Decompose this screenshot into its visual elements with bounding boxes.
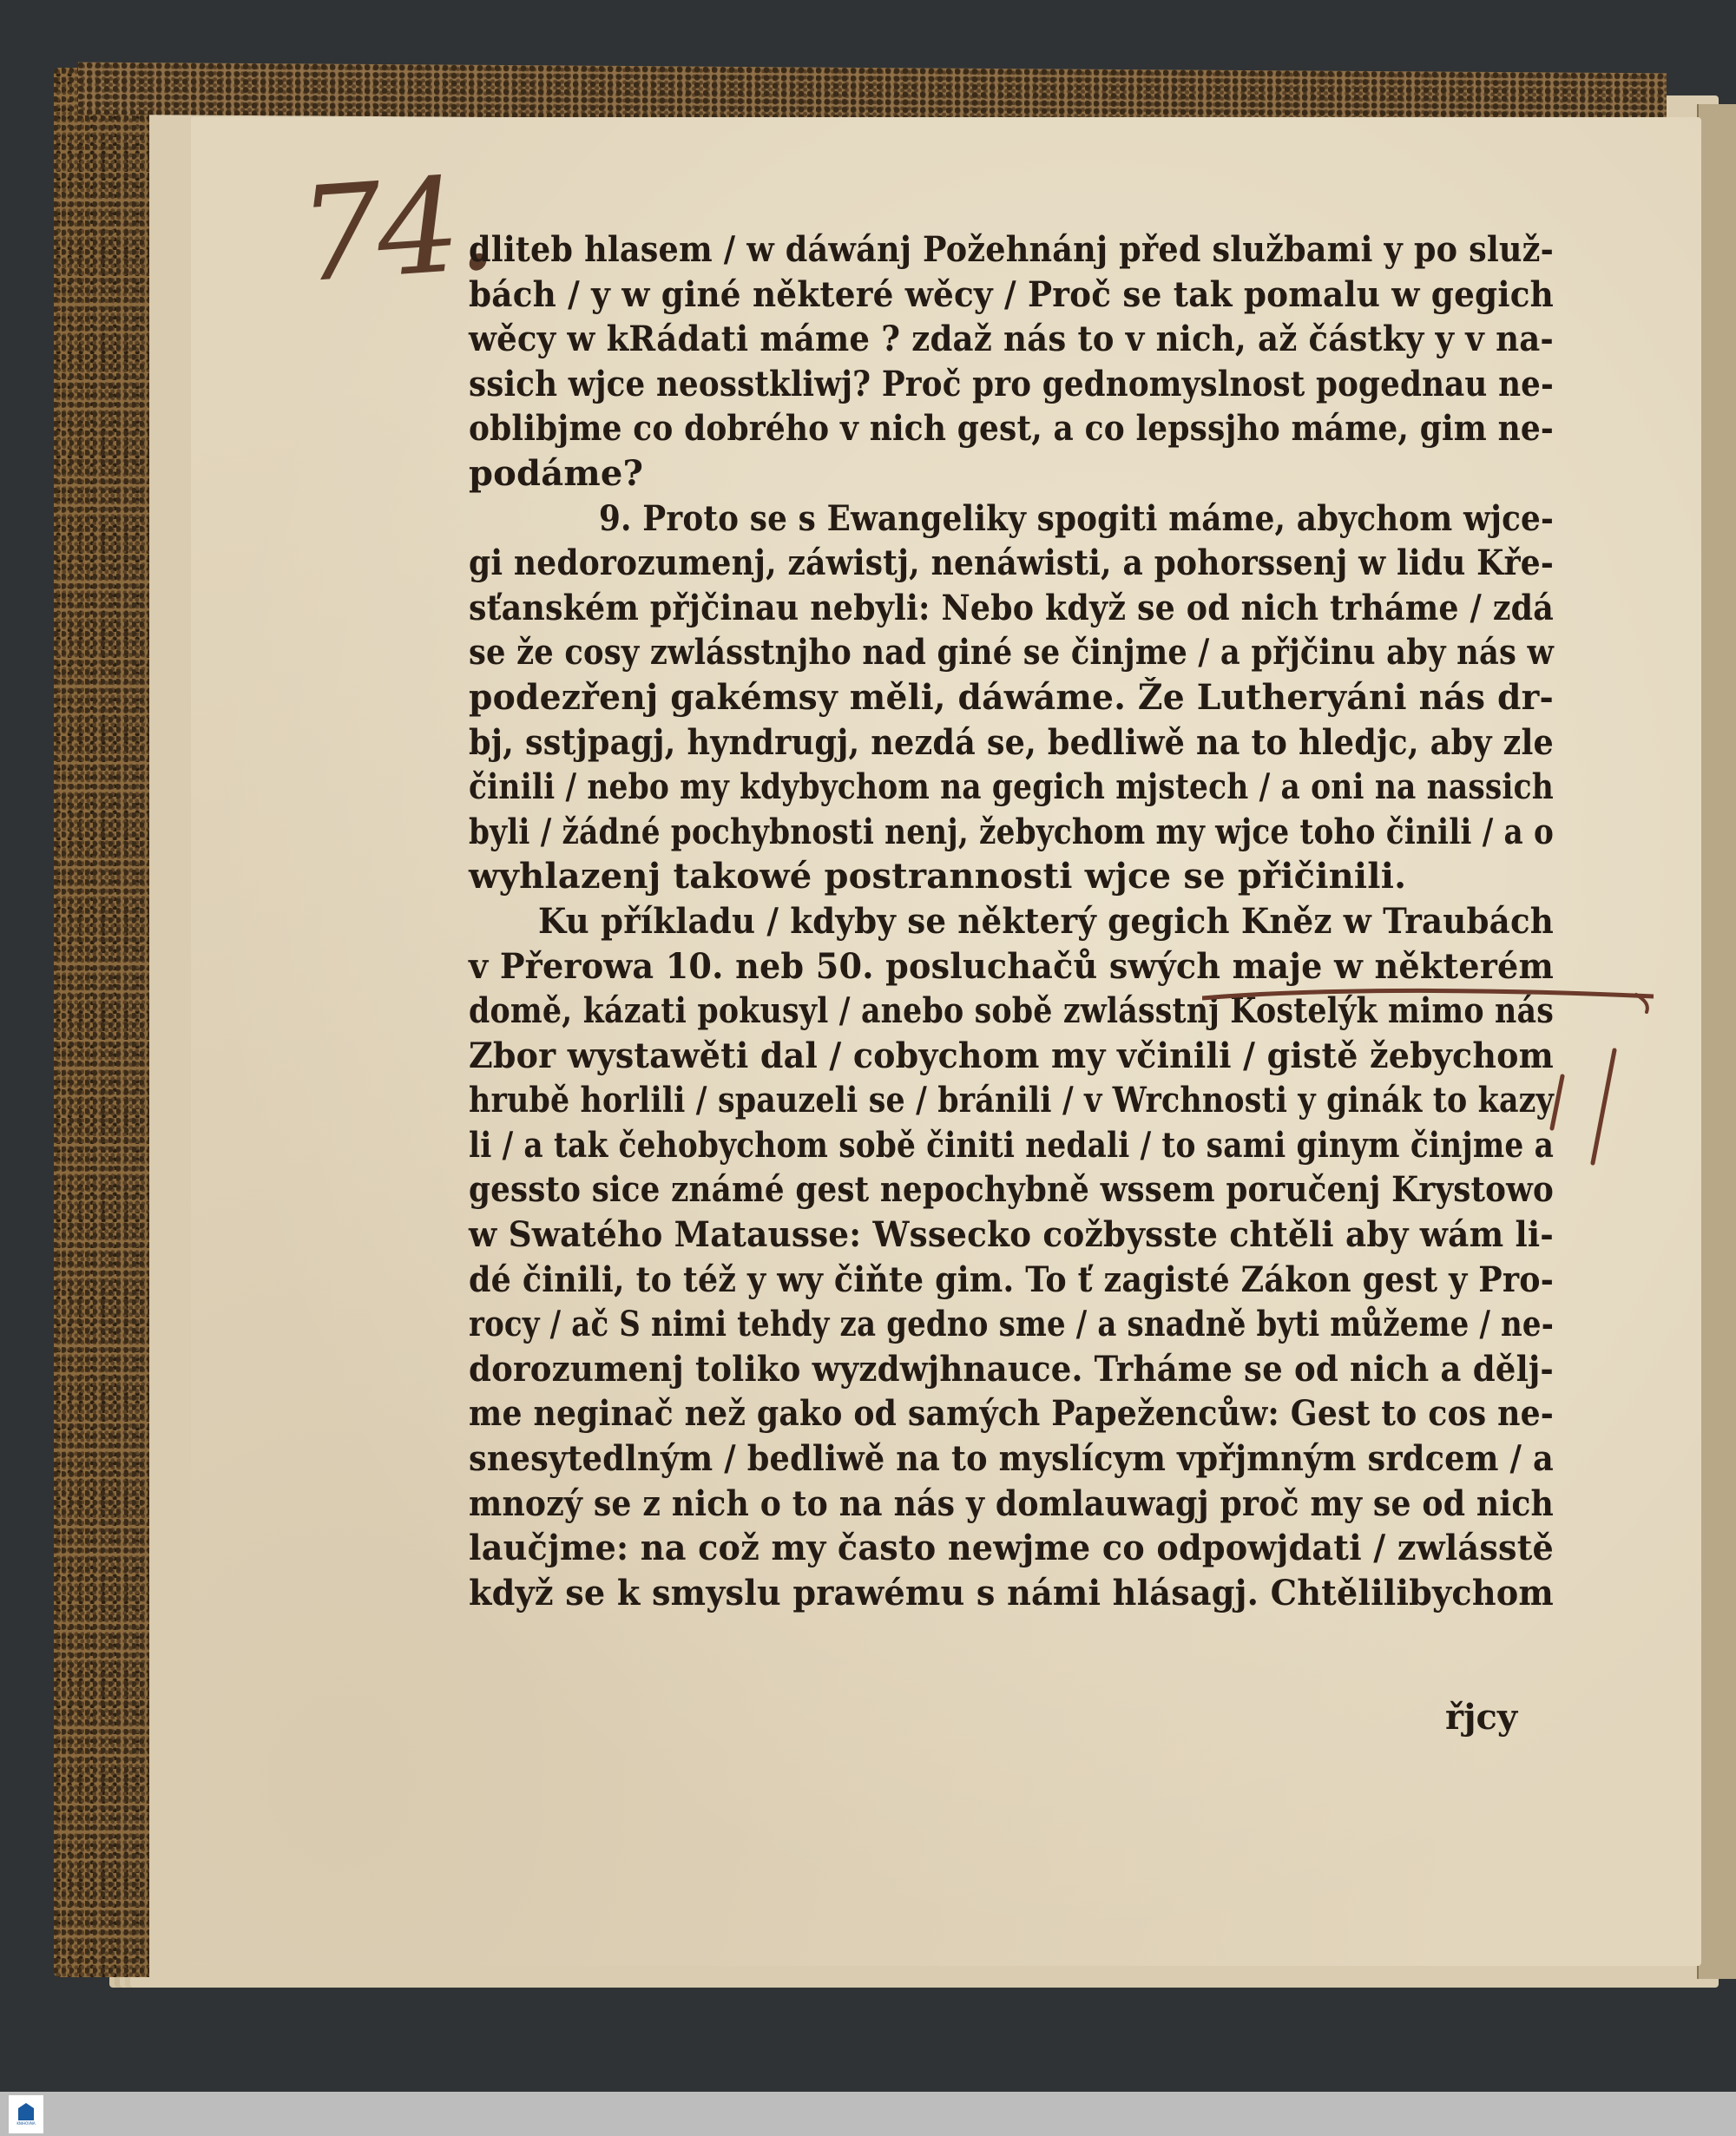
library-logo-text: KNIHOVNA [16,2121,36,2126]
text-line: domě, kázati pokusyl / anebo sobě zwlásstnj Kostelýk mimo nás [469,990,1554,1032]
manuscript-underline-mark [1202,979,1654,1014]
text-line: byli / žádné pochybnosti nenj, žebychom my wjce toho činili / a o [469,811,1554,852]
text-line: ssich wjce neosstkliwj? Proč pro gednomyslnost pogednau ne- [469,363,1554,404]
marbled-edge-top [78,62,1667,126]
text-line: rocy / ač S nimi tehdy za gedno sme / a snadně byti můžeme / ne- [469,1304,1554,1345]
binding-gutter [1697,104,1736,1979]
manuscript-margin-strokes [1545,1042,1649,1232]
text-line: sťanském přjčinau nebyli: Nebo když se od nich trháme / zdá [469,587,1554,628]
printed-text-block [469,227,1554,1615]
text-line: se že cosy zwlásstnjho nad giné se činjme / a přjčinu aby nás w [469,632,1554,674]
text-line: dé činili, to též y wy čiňte gim. To ť zagisté Zákon gest y Pro- [469,1259,1554,1300]
text-line: činili / nebo my kdybychom na gegich mjstech / a oni na nassich [469,766,1554,808]
text-line: me neginač než gako od samých Papežencůw: Gest to cos ne- [469,1393,1554,1435]
text-line: oblibjme co dobrého v nich gest, a co lepssjho máme, gim ne- [469,408,1554,450]
text-line: Ku příkladu / kdyby se některý gegich Kněz w Traubách [538,900,1554,942]
text-line: hrubě horlili / spauzeli se / bránili / v Wrchnosti y ginák to kazy [469,1080,1554,1121]
text-line: snesytedlným / bedliwě na to myslícym vpřjmným srdcem / a [469,1438,1554,1480]
text-line: podáme? [469,452,644,494]
text-line: laučjme: na což my často newjme co odpowjdati / zwlásstě [469,1528,1554,1569]
viewer-bottom-bar [0,2092,1736,2136]
library-logo[interactable] [9,2095,43,2133]
text-line: wyhlazenj takowé postrannosti wjce se přičinili. [469,856,1407,897]
library-logo-icon [18,2103,34,2120]
text-line: bách / y w giné některé wěcy / Proč se tak pomalu w gegich [469,273,1554,315]
text-line: li / a tak čehobychom sobě činiti nedali / to sami ginym činjme a [469,1124,1554,1166]
text-line: w Swatého Matausse: Wssecko cožbysste chtěli aby wám li- [469,1214,1554,1256]
text-line: mnozý se z nich o to na nás y domlauwagj proč my se od nich [469,1482,1554,1524]
text-line: 9. Proto se s Ewangeliky spogiti máme, abychom wjce- [599,497,1554,539]
text-line: dorozumenj toliko wyzdwjhnauce. Trháme se od nich a dělj- [469,1348,1554,1390]
catchword: řjcy [1445,1697,1518,1738]
text-line: Zbor wystawěti dal / cobychom my včinili / gistě žebychom [469,1035,1554,1076]
text-line: gessto sice známé gest nepochybně wssem poručenj Krystowo [469,1169,1554,1211]
text-line: dliteb hlasem / w dáwánj Požehnánj před službami y po služ- [469,229,1554,270]
text-line: podezřenj gakémsy měli, dáwáme. Že Lutheryáni nás dr- [469,676,1554,718]
text-line: bj, sstjpagj, hyndrugj, nezdá se, bedliwě na to hledjc, aby zle [469,721,1554,763]
text-line: gi nedorozumenj, záwistj, nenáwisti, a pohorssenj w lidu Kře- [469,542,1554,584]
text-line: wěcy w kRádati máme ? zdaž nás to v nich, až částky y v na- [469,319,1554,360]
text-line: v Přerowa 10. neb 50. posluchačů swých maje w některém [469,945,1554,987]
text-line: když se k smyslu prawému s námi hlásagj. Chtělilibychom [469,1572,1554,1614]
marbled-edge-left [54,68,149,1977]
handwritten-folio-number: 74. [294,148,496,312]
